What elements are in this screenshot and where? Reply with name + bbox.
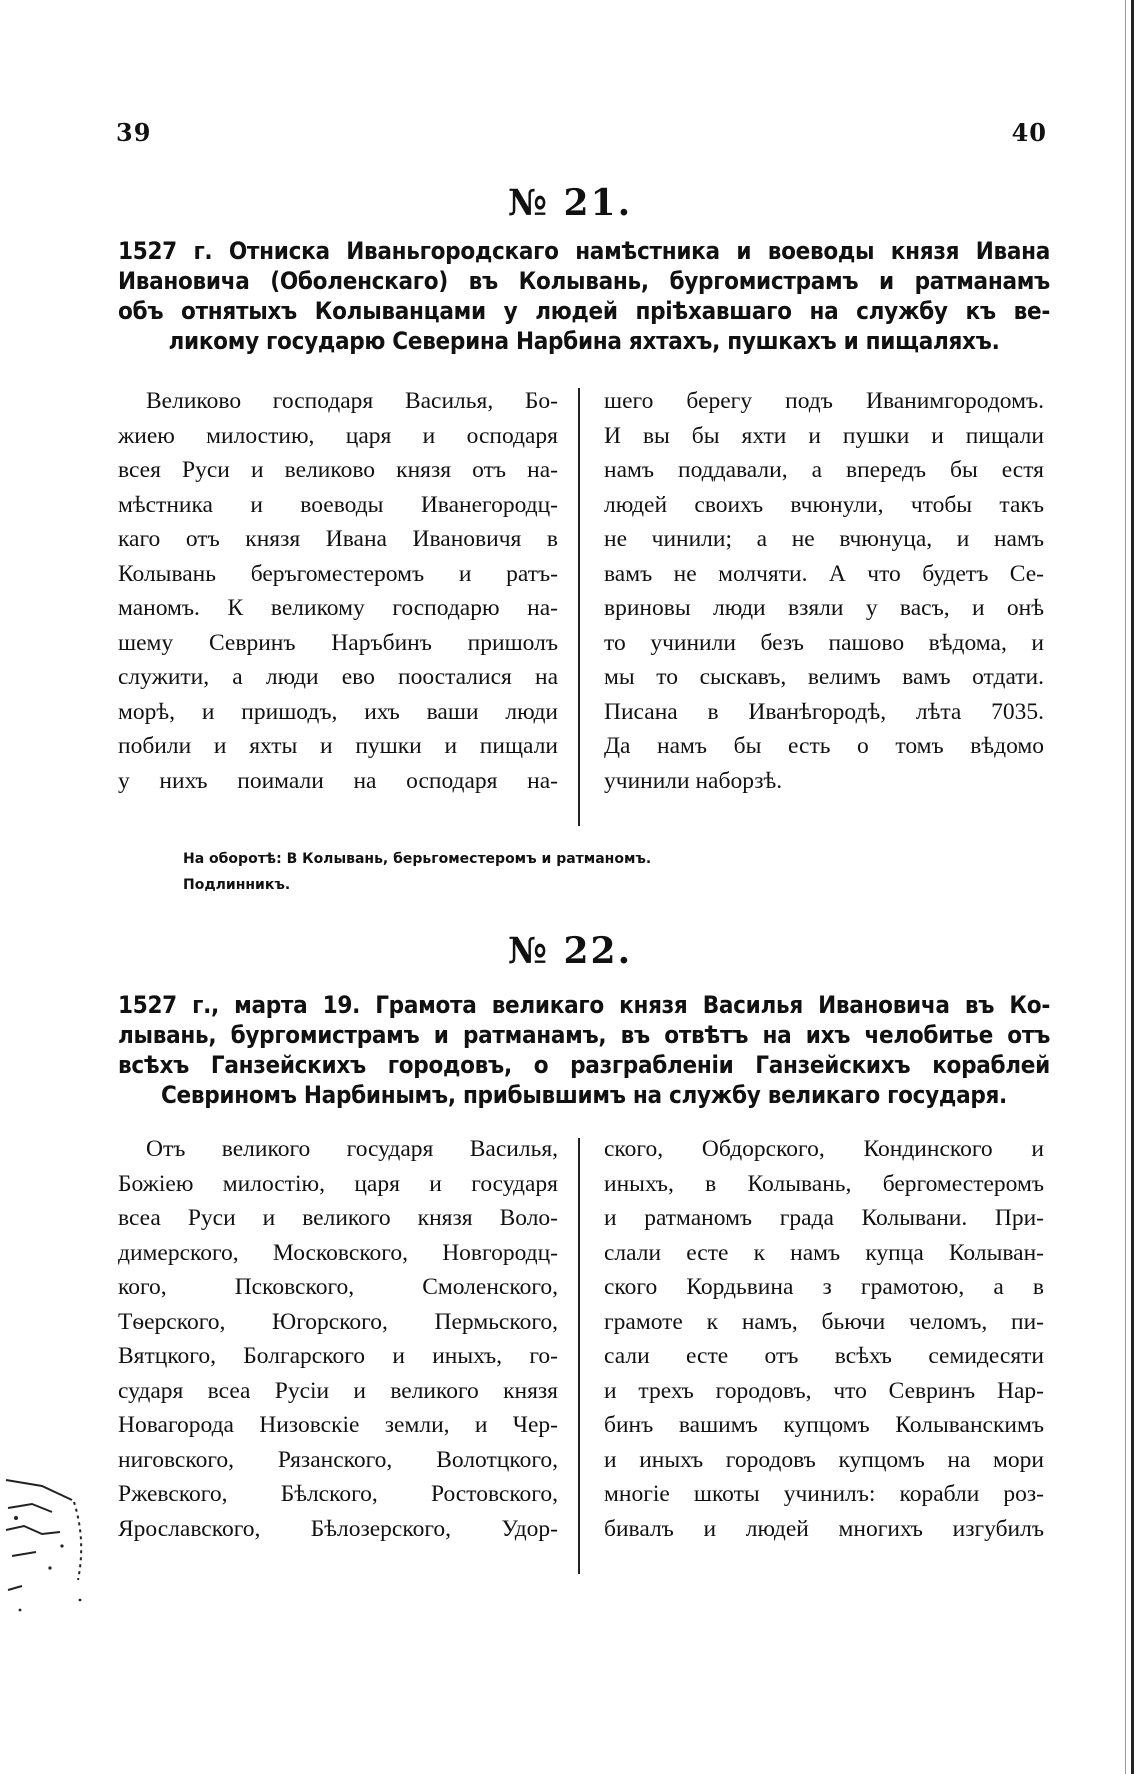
text-line: бинъ вашимъ купцомъ Колыванскимъ xyxy=(604,1412,1044,1438)
text-line: грамоте к намъ, бьючи челомъ, пи- xyxy=(604,1308,1044,1335)
text-line: Ржевского, Бѣлского, Ростовского, xyxy=(118,1481,558,1507)
text-line: шего берегу подъ Иванимгородомъ. xyxy=(604,388,1044,414)
text-line: людей своихъ вчюнули, чтобы такъ xyxy=(604,491,1044,518)
text-line: Да намъ бы есть о томъ вѣдомо xyxy=(604,733,1044,759)
text-line: и трехъ городовъ, что Севринъ Нар- xyxy=(604,1377,1044,1404)
text-line: сударя всеа Русiи и великого князя xyxy=(118,1377,558,1404)
heading-line: Ивановича (Оболенскаго) въ Колывань, бургомистрамъ и ратманамъ xyxy=(118,267,1050,295)
heading-line: ликому государю Северина Нарбина яхтахъ, пушкахъ и пищаляхъ. xyxy=(168,327,1000,355)
text-line: маномъ. К великому господарю на- xyxy=(118,595,558,621)
heading-line: 1527 г., марта 19. Грамота великаго князя Василья Ивановича въ Ко- xyxy=(118,991,1050,1019)
scan-edge-shadow xyxy=(1125,0,1126,1774)
text-line: слали есте к намъ купца Колыван- xyxy=(604,1239,1044,1266)
doc21-right-column xyxy=(604,384,1044,798)
heading-line: всѣхъ Ганзейскихъ городовъ, о разграбленiи Ганзейскихъ кораблей xyxy=(118,1051,1050,1079)
text-line: мѣстника и воеводы Иванегородц- xyxy=(118,491,558,518)
text-line: побили и яхты и пушки и пищали xyxy=(118,733,558,759)
text-line: иныхъ, в Колывань, бергоместеромъ xyxy=(604,1170,1044,1197)
text-line: не чинили; а не вчюнуца, и намъ xyxy=(604,526,1044,552)
text-line: и иныхъ городовъ купцомъ на мори xyxy=(604,1446,1044,1473)
text-line: шему Севринъ Наръбинъ пришолъ xyxy=(118,629,558,656)
text-line: намъ поддавали, а впередъ бы естя xyxy=(604,457,1044,483)
heading-line: лывань, бургомистрамъ и ратманамъ, въ отвѣтъ на ихъ челобитье отъ xyxy=(118,1021,1050,1049)
text-line: служити, а люди ево поосталися на xyxy=(118,664,558,690)
doc21-column-divider xyxy=(578,388,580,826)
text-line: кого, Псковского, Смоленского, xyxy=(118,1274,558,1300)
text-line: многiе шкоты учинилъ: корабли роз- xyxy=(604,1481,1044,1507)
text-line: Колывань беръгоместеромъ и ратъ- xyxy=(118,560,558,587)
doc22-column-divider xyxy=(578,1138,580,1574)
note-line: На оборотѣ: В Колывань, берьгоместеромъ и ратманомъ. xyxy=(183,851,652,867)
text-line: ского, Обдорского, Кондинского и xyxy=(604,1136,1044,1162)
text-line: Отъ великого государя Василья, xyxy=(146,1136,558,1162)
text-line: мы то сыскавъ, велимъ вамъ отдати. xyxy=(604,664,1044,690)
text-line: бивалъ и людей многихъ изгубилъ xyxy=(604,1515,1044,1542)
text-line: Новагорода Низовскiе земли, и Чер- xyxy=(118,1412,558,1438)
left-page-number: 39 xyxy=(116,118,152,147)
text-line: сали есте отъ всѣхъ семидесяти xyxy=(604,1343,1044,1369)
text-line: И вы бы яхти и пушки и пищали xyxy=(604,422,1044,449)
text-line: ского Кордьвина з грамотою, а в xyxy=(604,1274,1044,1300)
doc21-note xyxy=(183,846,651,898)
text-line: жиею милостию, царя и осподаря xyxy=(118,422,558,449)
library-stamp-fragment xyxy=(2,1460,92,1620)
text-line: морѣ, и пришодъ, ихъ ваши люди xyxy=(118,698,558,725)
right-page-number: 40 xyxy=(1011,118,1047,147)
text-line: димерского, Московского, Новгородц- xyxy=(118,1239,558,1266)
heading-line: Севриномъ Нарбинымъ, прибывшимъ на службу великаго государя. xyxy=(161,1081,1007,1109)
doc21-left-column xyxy=(118,384,558,798)
doc21-heading xyxy=(118,236,1050,356)
doc22-heading xyxy=(118,990,1050,1110)
text-line: каго отъ князя Ивана Ивановичя в xyxy=(118,526,558,552)
text-line: Тѳерского, Югорского, Пермьского, xyxy=(118,1308,558,1335)
text-line: вриновы люди взяли у васъ, и онѣ xyxy=(604,595,1044,621)
doc22-right-column xyxy=(604,1132,1044,1546)
doc21-number: № 21. xyxy=(507,182,633,224)
heading-line: объ отнятыхъ Колыванцами у людей прiѣхавшаго на службу къ ве- xyxy=(118,297,1050,325)
text-line: вамъ не молчяти. А что будетъ Се- xyxy=(604,560,1044,587)
text-line: Вятцкого, Болгарского и иныхъ, го- xyxy=(118,1343,558,1369)
doc22-number: № 22. xyxy=(507,930,633,972)
text-line: Писана в Иванѣгородѣ, лѣта 7035. xyxy=(604,698,1044,725)
doc22-left-column xyxy=(118,1132,558,1546)
text-line: всеа Руси и великого князя Воло- xyxy=(118,1205,558,1231)
note-line: Подлинникъ. xyxy=(183,877,291,893)
text-line: то учинили безъ пашово вѣдома, и xyxy=(604,629,1044,656)
scan-edge xyxy=(1131,0,1134,1774)
text-line: Великово господаря Василья, Бо- xyxy=(146,388,558,414)
text-line: Ярославского, Бѣлозерского, Удор- xyxy=(118,1515,558,1542)
text-line: всея Руси и великово князя отъ на- xyxy=(118,457,558,483)
text-line: учинили наборзѣ. xyxy=(604,767,783,794)
text-line: у нихъ поимали на осподаря на- xyxy=(118,767,558,794)
heading-line: 1527 г. Отниска Иваньгородскаго намѣстника и воеводы князя Ивана xyxy=(118,237,1050,265)
text-line: ниговского, Рязанского, Волотцкого, xyxy=(118,1446,558,1473)
text-line: Божiею милостiю, царя и государя xyxy=(118,1170,558,1197)
text-line: и ратманомъ града Колывани. При- xyxy=(604,1205,1044,1231)
